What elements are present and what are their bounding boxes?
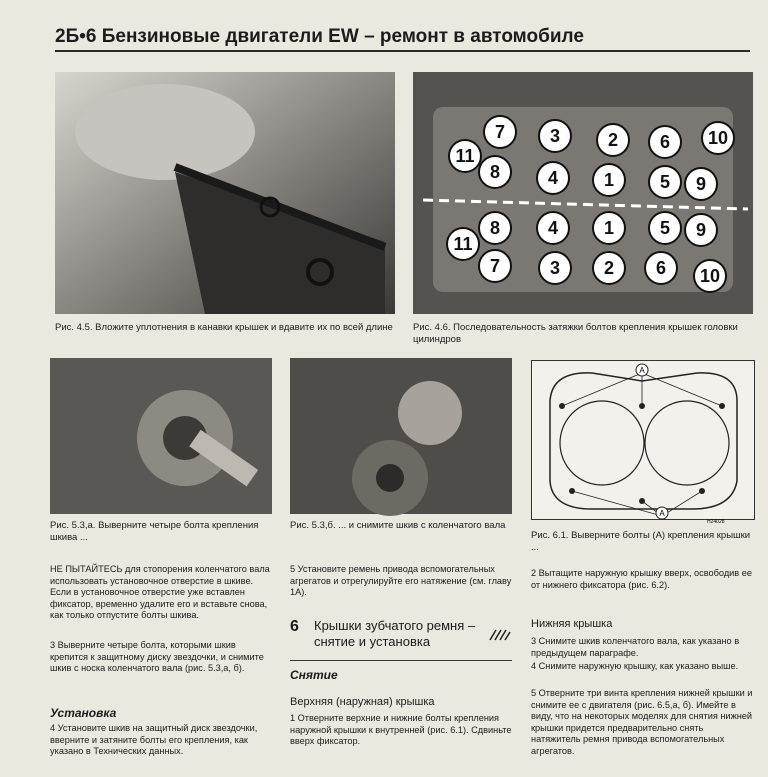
bolt-sequence-badge: [537, 212, 569, 244]
bolt-sequence-number: 1: [603, 170, 615, 190]
bolt-sequence-badge: [447, 228, 479, 260]
col1-warning: НЕ ПЫТАЙТЕСЬ для стопорения коленчатого вала использовать установочное отверстие в шкиве. Если в установочное отверстие уже вставлен фиксатор, временно удалите его и вставьте снова, как только отпустите болты шкива.: [50, 564, 270, 621]
col2-step5: 5 Установите ремень привода вспомогательных агрегатов и отрегулируйте его натяжение (см. главу 1А).: [290, 564, 512, 598]
bolt-sequence-badge: [539, 252, 571, 284]
fig-5-3b-caption: Рис. 5.3,б. ... и снимите шкив с коленчатого вала: [290, 520, 506, 531]
bolt-sequence-number: 3: [549, 126, 561, 146]
fig-4-6-photo: [413, 72, 753, 314]
removal-heading: Снятие: [290, 668, 338, 682]
fig-6-1-image: [532, 361, 754, 525]
fig-4-5-photo: [55, 72, 395, 314]
bolt-sequence-badge: [649, 166, 681, 198]
fig-5-3a-photo: [50, 358, 272, 514]
bolt-sequence-badge: [537, 162, 569, 194]
bolt-sequence-badge: [539, 120, 571, 152]
section-title: Крышки зубчатого ремня – снятие и установка: [314, 618, 476, 649]
bolt-sequence-badge: [593, 164, 625, 196]
fig-4-6-caption: Рис. 4.6. Последовательность затяжки болтов крепления крышек головки цилиндров: [413, 322, 738, 345]
bolt-sequence-badge: [593, 212, 625, 244]
bolt-sequence-number: 7: [494, 122, 506, 142]
bolt-sequence-number: 9: [695, 174, 707, 194]
lower-cover-heading: Нижняя крышка: [531, 618, 613, 630]
col2-step1: 1 Отверните верхние и нижние болты крепления наружной крышки к внутренней (рис. 6.1). Сдвиньте вверх фиксатор.: [290, 713, 512, 747]
bolt-sequence-badge: [685, 168, 717, 200]
figure-code: H24028: [707, 519, 725, 525]
bolt-sequence-number: 3: [549, 258, 561, 278]
bolt-sequence-number: 6: [655, 258, 667, 278]
bolt-sequence-badge: [479, 250, 511, 282]
bolt-sequence-badge: [593, 252, 625, 284]
section-6-header: [290, 614, 512, 661]
col3-step5: 5 Отверните три винта крепления нижней крышки и снимите ее с двигателя (рис. 6.5,а, б). Имейте в виду, что на некоторых моделях для снятия нижней крышки придется предварительно снять натяжитель ремня привода вспомогательных агрегатов.: [531, 688, 753, 756]
col3-step3: 3 Снимите шкив коленчатого вала, как указано в предыдущем параграфе.: [531, 636, 740, 658]
header-rule: [55, 50, 750, 52]
bolt-sequence-badge: [702, 122, 734, 154]
col1-step4: 4 Установите шкив на защитный диск звездочки, вверните и затяните болты его крепления, как указано в Технических данных.: [50, 723, 258, 757]
bolt-sequence-number: 2: [607, 130, 619, 150]
bolt-sequence-number: 9: [695, 220, 707, 240]
bolt-sequence-badge: [694, 260, 726, 292]
fig-5-3a-image: [50, 358, 272, 514]
fig-5-3b-photo: [290, 358, 512, 514]
col3-step4: 4 Снимите наружную крышку, как указано выше.: [531, 661, 739, 671]
fig-4-5-caption: Рис. 4.5. Вложите уплотнения в канавки крышек и вдавите их по всей длине: [55, 322, 393, 333]
fig-4-6-image: [413, 72, 753, 314]
label-a-bottom: A: [659, 509, 665, 518]
bolt-sequence-badge: [685, 214, 717, 246]
col1-step3: 3 Выверните четыре болта, которыми шкив крепится к защитному диску звездочки, и снимите шкив с носка коленчатого вала (рис. 5.3,а, б).: [50, 640, 264, 674]
bolt-sequence-number: 10: [699, 266, 721, 286]
bolt-sequence-number: 10: [707, 128, 729, 148]
install-heading: Установка: [50, 706, 117, 720]
bolt-sequence-badge: [479, 156, 511, 188]
fig-5-3b-image: [290, 358, 512, 514]
bolt-sequence-badge: [645, 252, 677, 284]
col3-step2: 2 Вытащите наружную крышку вверх, освободив ее от нижнего фиксатора (рис. 6.2).: [531, 568, 752, 590]
bolt-sequence-number: 4: [547, 168, 559, 188]
bolt-sequence-number: 7: [489, 256, 501, 276]
bolt-sequence-badge: [649, 212, 681, 244]
bolt-sequence-badge: [484, 116, 516, 148]
bolt-sequence-number: 6: [659, 132, 671, 152]
bolt-sequence-number: 8: [489, 162, 501, 182]
bolt-sequence-number: 1: [603, 218, 615, 238]
page-header: 2Б•6 Бензиновые двигатели EW – ремонт в автомобиле: [55, 26, 584, 47]
bolt-sequence-badge: [597, 124, 629, 156]
bolt-sequence-badge: [649, 126, 681, 158]
bolt-sequence-number: 5: [659, 218, 671, 238]
section-number: 6: [290, 618, 299, 635]
bolt-sequence-number: 8: [489, 218, 501, 238]
bolt-sequence-badge: [479, 212, 511, 244]
bolt-sequence-number: 5: [659, 172, 671, 192]
bolt-sequence-number: 4: [547, 218, 559, 238]
fig-6-1-drawing: [531, 360, 755, 525]
upper-cover-heading: Верхняя (наружная) крышка: [290, 696, 435, 708]
bolt-sequence-number: 11: [455, 146, 475, 166]
bolt-sequence-number: 11: [453, 234, 473, 254]
fig-4-5-image: [55, 72, 395, 314]
fig-5-3a-caption: Рис. 5.3,а. Выверните четыре болта крепления шкива ...: [50, 520, 259, 543]
fig-6-1-caption: Рис. 6.1. Выверните болты (A) крепления крышки ...: [531, 530, 751, 553]
bolt-sequence-badge: [449, 140, 481, 172]
bolt-sequence-number: 2: [603, 258, 615, 278]
label-a-top: A: [639, 366, 645, 375]
hatch-decoration-icon: [490, 628, 510, 642]
